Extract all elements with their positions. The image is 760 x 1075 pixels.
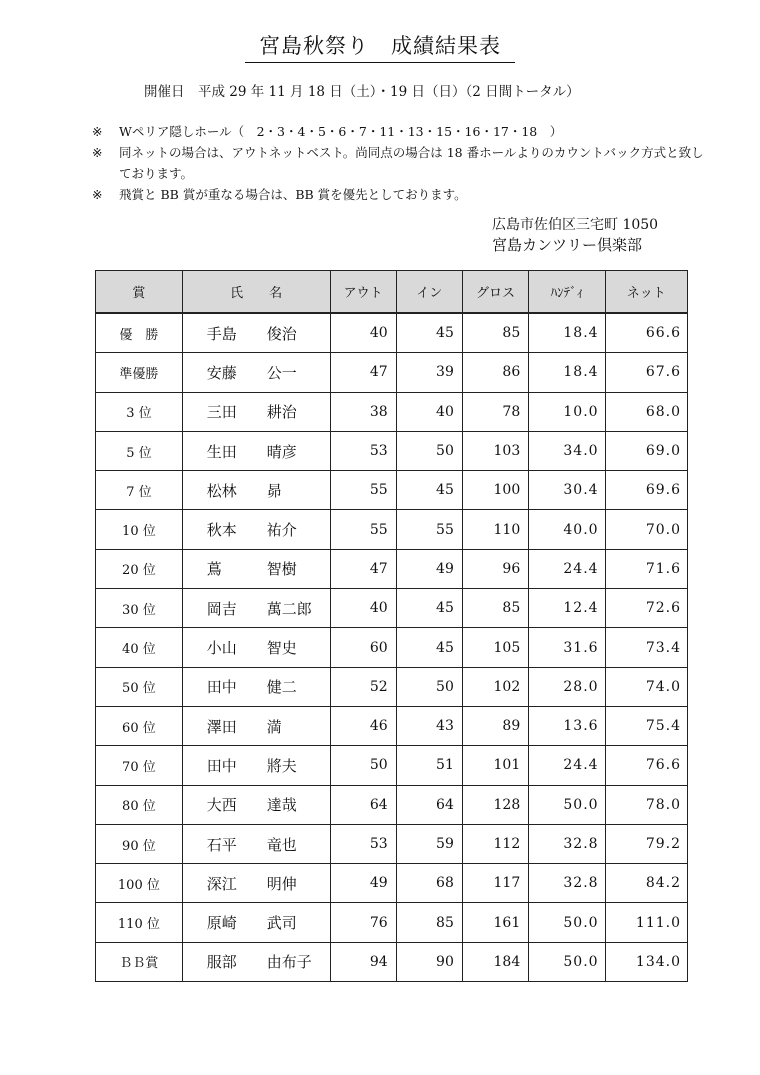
table-row (96, 667, 688, 706)
cell-out: 47 (330, 353, 396, 392)
cell-handicap: 13.6 (529, 706, 605, 745)
cell-in: 43 (396, 706, 462, 745)
cell-net: 76.6 (605, 746, 687, 785)
cell-name (182, 353, 330, 392)
cell-prize: 30 位 (96, 589, 183, 628)
table-row (96, 942, 688, 981)
last-name: 深江 (206, 874, 237, 893)
cell-prize: 準優勝 (96, 353, 183, 392)
cell-out: 53 (330, 824, 396, 863)
cell-gross: 89 (462, 706, 528, 745)
cell-handicap: 50.0 (529, 903, 605, 942)
cell-out: 55 (330, 510, 396, 549)
last-name: 石平 (206, 835, 237, 854)
cell-net: 68.0 (605, 392, 687, 431)
cell-in: 50 (396, 431, 462, 470)
cell-out: 38 (330, 392, 396, 431)
cell-prize: ＢＢ賞 (96, 942, 183, 981)
cell-gross: 128 (462, 785, 528, 824)
cell-handicap: 50.0 (529, 785, 605, 824)
cell-prize: 80 位 (96, 785, 183, 824)
first-name: 昴 (266, 481, 282, 500)
title-text: 宮島秋祭り 成績結果表 (245, 30, 515, 63)
table-row (96, 589, 688, 628)
cell-name (182, 628, 330, 667)
cell-out: 49 (330, 864, 396, 903)
note-text: Wペリア隠しホール（ 2・3・4・5・6・7・11・13・15・16・17・18 ） (119, 124, 563, 139)
club-name: 宮島カンツリー倶楽部 (492, 236, 643, 254)
first-name: 武司 (266, 914, 297, 933)
first-name: 耕治 (266, 403, 297, 422)
cell-net: 71.6 (605, 549, 687, 588)
last-name: 小山 (206, 639, 237, 658)
table-row (96, 824, 688, 863)
note-mark: ※ (92, 145, 103, 160)
cell-handicap: 50.0 (529, 942, 605, 981)
cell-prize: 90 位 (96, 824, 183, 863)
table-row (96, 313, 688, 353)
cell-name (182, 392, 330, 431)
cell-out: 40 (330, 589, 396, 628)
cell-net: 79.2 (605, 824, 687, 863)
cell-in: 45 (396, 313, 462, 353)
table-header-row (96, 271, 688, 314)
results-table (95, 270, 688, 982)
cell-prize: 7 位 (96, 471, 183, 510)
cell-name (182, 706, 330, 745)
cell-gross: 161 (462, 903, 528, 942)
cell-handicap: 28.0 (529, 667, 605, 706)
last-name: 安藤 (206, 363, 237, 382)
cell-handicap: 34.0 (529, 431, 605, 470)
cell-in: 68 (396, 864, 462, 903)
last-name: 手島 (206, 324, 237, 343)
cell-handicap: 30.4 (529, 471, 605, 510)
cell-out: 55 (330, 471, 396, 510)
cell-prize: 100 位 (96, 864, 183, 903)
first-name: 達哉 (266, 796, 297, 815)
last-name: 大西 (206, 796, 237, 815)
cell-in: 59 (396, 824, 462, 863)
cell-out: 40 (330, 313, 396, 353)
first-name: 將夫 (266, 756, 297, 775)
cell-handicap: 24.4 (529, 549, 605, 588)
first-name: 萬二郎 (266, 599, 312, 618)
cell-net: 70.0 (605, 510, 687, 549)
cell-prize: 20 位 (96, 549, 183, 588)
cell-out: 46 (330, 706, 396, 745)
cell-out: 50 (330, 746, 396, 785)
cell-prize: 5 位 (96, 431, 183, 470)
first-name: 公一 (266, 363, 297, 382)
last-name: 田中 (206, 756, 237, 775)
cell-in: 85 (396, 903, 462, 942)
cell-net: 111.0 (605, 903, 687, 942)
cell-out: 76 (330, 903, 396, 942)
cell-name (182, 903, 330, 942)
header-name: 氏 名 (182, 271, 330, 314)
cell-name (182, 313, 330, 353)
header-gross: グロス (462, 271, 528, 314)
cell-name (182, 746, 330, 785)
cell-out: 47 (330, 549, 396, 588)
cell-name (182, 942, 330, 981)
cell-handicap: 24.4 (529, 746, 605, 785)
table-row (96, 706, 688, 745)
cell-in: 50 (396, 667, 462, 706)
note-item (92, 121, 712, 142)
cell-gross: 110 (462, 510, 528, 549)
table-row (96, 903, 688, 942)
cell-name (182, 864, 330, 903)
notes (92, 121, 712, 205)
header-net: ネット (605, 271, 687, 314)
cell-net: 66.6 (605, 313, 687, 353)
cell-out: 94 (330, 942, 396, 981)
last-name: 秋本 (206, 521, 237, 540)
cell-net: 69.6 (605, 471, 687, 510)
cell-handicap: 10.0 (529, 392, 605, 431)
cell-name (182, 667, 330, 706)
header-in: イン (396, 271, 462, 314)
page-title (0, 30, 760, 63)
cell-handicap: 18.4 (529, 313, 605, 353)
note-mark: ※ (92, 124, 103, 139)
cell-name (182, 471, 330, 510)
first-name: 竜也 (266, 835, 297, 854)
cell-gross: 85 (462, 313, 528, 353)
cell-net: 78.0 (605, 785, 687, 824)
header-prize: 賞 (96, 271, 183, 314)
event-date: 開催日 平成 29 年 11 月 18 日（土）・19 日（日）（2 日間トータル） (144, 84, 580, 100)
note-item (92, 142, 712, 184)
cell-gross: 100 (462, 471, 528, 510)
cell-net: 75.4 (605, 706, 687, 745)
first-name: 祐介 (266, 521, 297, 540)
cell-gross: 78 (462, 392, 528, 431)
table-row (96, 471, 688, 510)
table-row (96, 785, 688, 824)
note-item (92, 184, 712, 205)
cell-handicap: 12.4 (529, 589, 605, 628)
cell-in: 40 (396, 392, 462, 431)
cell-handicap: 40.0 (529, 510, 605, 549)
cell-out: 53 (330, 431, 396, 470)
first-name: 健二 (266, 678, 297, 697)
last-name: 原崎 (206, 914, 237, 933)
table-row (96, 746, 688, 785)
cell-gross: 117 (462, 864, 528, 903)
cell-name (182, 824, 330, 863)
note-mark: ※ (92, 187, 103, 202)
table-row (96, 510, 688, 549)
cell-prize: 70 位 (96, 746, 183, 785)
cell-in: 90 (396, 942, 462, 981)
cell-prize: 優 勝 (96, 313, 183, 353)
cell-handicap: 32.8 (529, 824, 605, 863)
cell-net: 67.6 (605, 353, 687, 392)
last-name: 蔦 (206, 560, 222, 579)
cell-prize: 110 位 (96, 903, 183, 942)
cell-handicap: 31.6 (529, 628, 605, 667)
last-name: 松林 (206, 481, 237, 500)
cell-in: 45 (396, 471, 462, 510)
cell-out: 64 (330, 785, 396, 824)
cell-prize: 3 位 (96, 392, 183, 431)
cell-gross: 102 (462, 667, 528, 706)
cell-prize: 50 位 (96, 667, 183, 706)
cell-out: 52 (330, 667, 396, 706)
cell-gross: 86 (462, 353, 528, 392)
cell-name (182, 510, 330, 549)
last-name: 三田 (206, 403, 237, 422)
cell-gross: 96 (462, 549, 528, 588)
first-name: 晴彦 (266, 442, 297, 461)
cell-name (182, 549, 330, 588)
first-name: 智史 (266, 639, 297, 658)
note-text: 同ネットの場合は、アウトネットベスト。尚同点の場合は 18 番ホールよりのカウントバック方式と致しております。 (119, 145, 704, 181)
cell-net: 72.6 (605, 589, 687, 628)
cell-gross: 85 (462, 589, 528, 628)
cell-net: 73.4 (605, 628, 687, 667)
cell-in: 49 (396, 549, 462, 588)
last-name: 岡吉 (206, 599, 237, 618)
cell-net: 69.0 (605, 431, 687, 470)
cell-prize: 40 位 (96, 628, 183, 667)
cell-handicap: 18.4 (529, 353, 605, 392)
cell-prize: 60 位 (96, 706, 183, 745)
first-name: 智樹 (266, 560, 297, 579)
table-row (96, 353, 688, 392)
last-name: 田中 (206, 678, 237, 697)
cell-name (182, 589, 330, 628)
cell-in: 55 (396, 510, 462, 549)
first-name: 満 (266, 717, 282, 736)
last-name: 澤田 (206, 717, 237, 736)
cell-net: 84.2 (605, 864, 687, 903)
header-out: アウト (330, 271, 396, 314)
cell-out: 60 (330, 628, 396, 667)
first-name: 俊治 (266, 324, 297, 343)
cell-prize: 10 位 (96, 510, 183, 549)
cell-in: 51 (396, 746, 462, 785)
first-name: 由布子 (266, 953, 312, 972)
cell-gross: 112 (462, 824, 528, 863)
cell-net: 74.0 (605, 667, 687, 706)
cell-gross: 101 (462, 746, 528, 785)
club-address: 広島市佐伯区三宅町 1050 (492, 217, 659, 233)
cell-net: 134.0 (605, 942, 687, 981)
table-row (96, 549, 688, 588)
club-address-block (492, 215, 658, 255)
cell-in: 45 (396, 589, 462, 628)
table-row (96, 392, 688, 431)
cell-handicap: 32.8 (529, 864, 605, 903)
cell-name (182, 431, 330, 470)
first-name: 明伸 (266, 874, 297, 893)
table-row (96, 864, 688, 903)
note-text: 飛賞と BB 賞が重なる場合は、BB 賞を優先としております。 (119, 187, 467, 202)
last-name: 服部 (206, 953, 237, 972)
table-row (96, 431, 688, 470)
cell-gross: 184 (462, 942, 528, 981)
cell-in: 64 (396, 785, 462, 824)
cell-in: 45 (396, 628, 462, 667)
cell-gross: 103 (462, 431, 528, 470)
last-name: 生田 (206, 442, 237, 461)
header-handicap: ﾊﾝﾃﾞｨ (529, 271, 605, 314)
cell-name (182, 785, 330, 824)
cell-in: 39 (396, 353, 462, 392)
cell-gross: 105 (462, 628, 528, 667)
table-row (96, 628, 688, 667)
